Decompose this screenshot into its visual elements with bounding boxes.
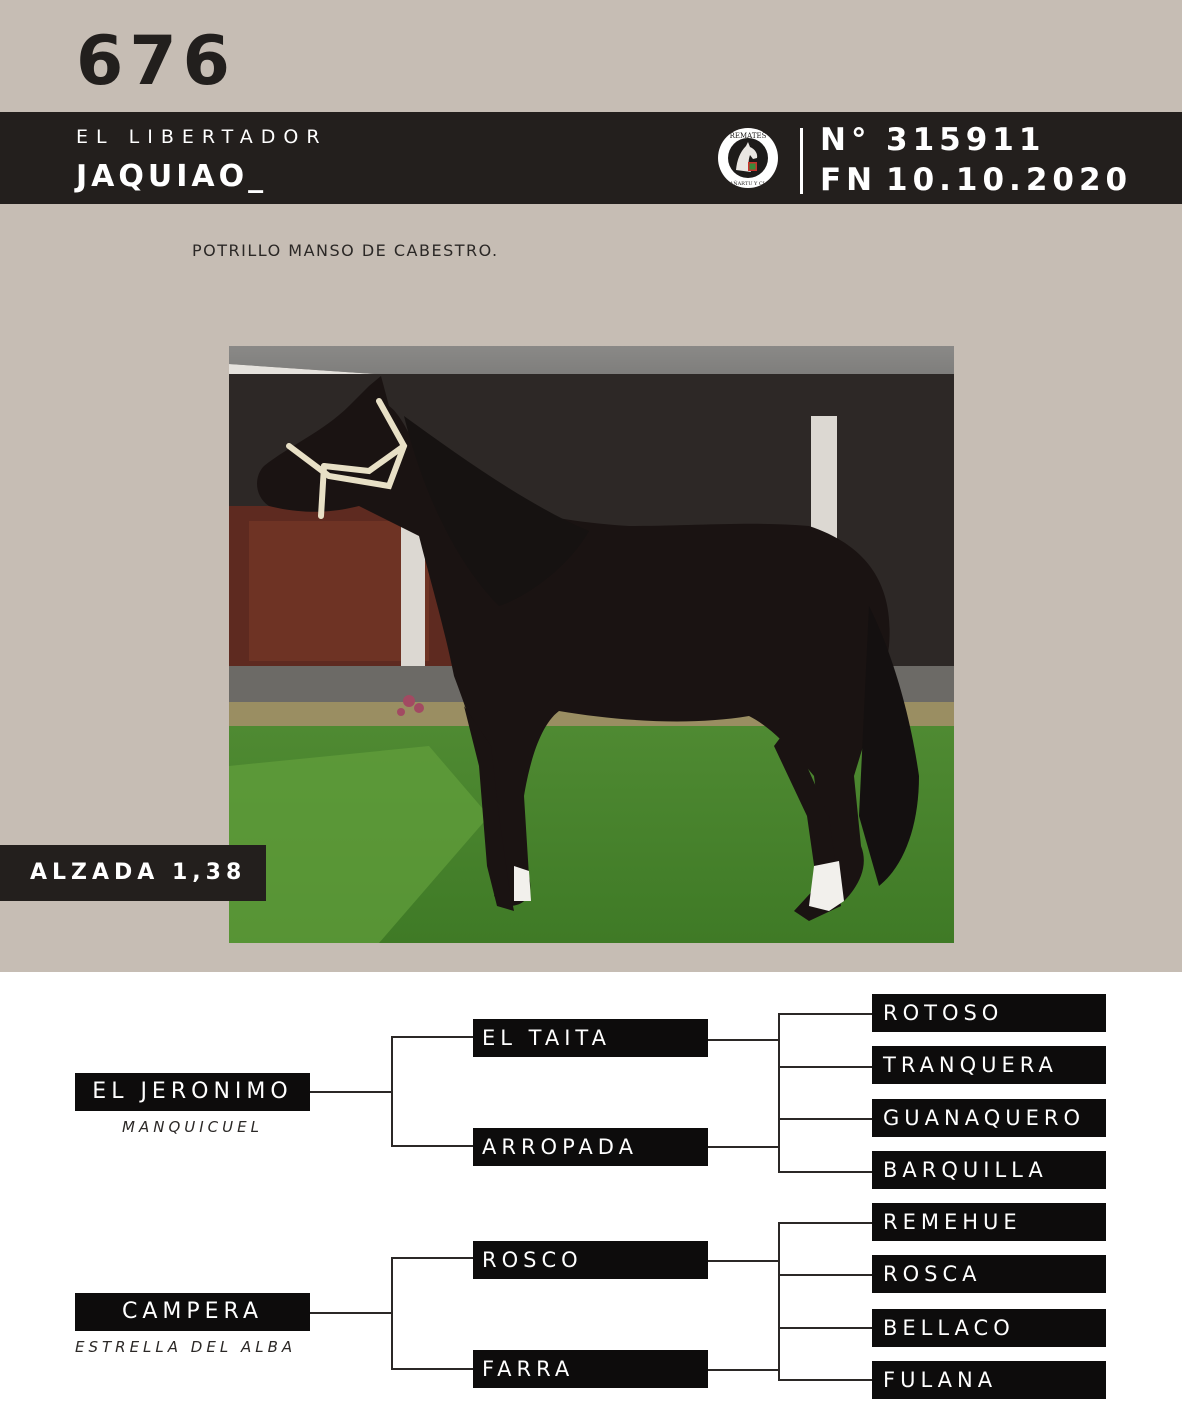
- dam-breeder: ESTRELLA DEL ALBA: [75, 1338, 297, 1356]
- birth-date: 10.10.2020: [886, 162, 1133, 198]
- pedigree-chart: [0, 972, 1182, 1418]
- pedigree-connector: [778, 1327, 872, 1329]
- maternal-grandsire: ROSCO: [473, 1241, 708, 1279]
- pedigree-connector: [391, 1368, 473, 1370]
- registration-number: 315911: [886, 122, 1046, 158]
- great-grandparent: FULANA: [872, 1361, 1106, 1399]
- sire-breeder: MANQUICUEL: [122, 1118, 263, 1136]
- horse-name: JAQUIAO_: [76, 159, 268, 194]
- pedigree-connector: [310, 1091, 392, 1093]
- great-grandparent: ROSCA: [872, 1255, 1106, 1293]
- registration-number-label: N°: [820, 122, 872, 158]
- pedigree-connector: [778, 1274, 872, 1276]
- pedigree-connector: [778, 1066, 872, 1068]
- dam-name: CAMPERA: [75, 1293, 310, 1331]
- pedigree-connector: [708, 1260, 779, 1262]
- registration-info: [820, 120, 1132, 200]
- pedigree-connector: [778, 1379, 872, 1381]
- great-grandparent: BELLACO: [872, 1309, 1106, 1347]
- pedigree-connector: [778, 1013, 780, 1172]
- pedigree-connector: [778, 1222, 872, 1224]
- great-grandparent: BARQUILLA: [872, 1151, 1106, 1189]
- pedigree-connector: [708, 1039, 779, 1041]
- logo-text-top: REMATES: [729, 132, 767, 140]
- lot-number: 676: [76, 22, 236, 101]
- maternal-granddam: FARRA: [473, 1350, 708, 1388]
- height-badge: ALZADA 1,38: [0, 845, 266, 901]
- pedigree-connector: [708, 1146, 779, 1148]
- pedigree-connector: [391, 1036, 473, 1038]
- paternal-grandsire: EL TAITA: [473, 1019, 708, 1057]
- great-grandparent: TRANQUERA: [872, 1046, 1106, 1084]
- logo-text-bottom: ZAÑARTU Y CIA.: [726, 181, 770, 187]
- breeder-name: EL LIBERTADOR: [76, 126, 328, 148]
- pedigree-connector: [391, 1145, 473, 1147]
- pedigree-connector: [391, 1036, 393, 1146]
- horse-description: POTRILLO MANSO DE CABESTRO.: [192, 241, 499, 260]
- sire-name: EL JERONIMO: [75, 1073, 310, 1111]
- header-divider: [800, 128, 803, 194]
- great-grandparent: REMEHUE: [872, 1203, 1106, 1241]
- remates-logo: [718, 128, 778, 188]
- pedigree-connector: [778, 1222, 780, 1380]
- pedigree-connector: [778, 1118, 872, 1120]
- great-grandparent: GUANAQUERO: [872, 1099, 1106, 1137]
- pedigree-connector: [310, 1312, 392, 1314]
- paternal-granddam: ARROPADA: [473, 1128, 708, 1166]
- horse-photo: [229, 346, 954, 943]
- pedigree-connector: [391, 1257, 393, 1369]
- pedigree-connector: [778, 1171, 872, 1173]
- pedigree-connector: [391, 1257, 473, 1259]
- great-grandparent: ROTOSO: [872, 994, 1106, 1032]
- pedigree-connector: [708, 1369, 779, 1371]
- birth-date-label: FN: [820, 162, 878, 198]
- pedigree-connector: [778, 1013, 872, 1015]
